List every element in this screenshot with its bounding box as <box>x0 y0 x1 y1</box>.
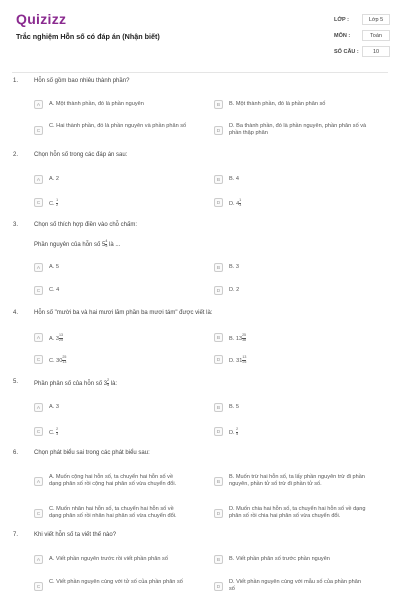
option-text <box>49 404 187 411</box>
option-text <box>229 474 367 488</box>
option-label: A. Viết phần nguyên trước rồi viết phần phân số <box>49 556 168 562</box>
option-text <box>49 287 187 294</box>
question-number: 4. <box>13 310 19 316</box>
option-text <box>49 176 187 183</box>
worksheet-header <box>0 0 400 72</box>
option-text <box>49 199 187 208</box>
option-text <box>229 356 367 365</box>
option-text <box>229 123 367 137</box>
option-letter-box[interactable]: B <box>214 555 223 564</box>
fraction <box>56 199 58 208</box>
option-letter-box[interactable]: D <box>214 427 223 436</box>
option-label: B. Một thành phần, đó là phần phân số <box>229 101 326 107</box>
option-label: B. 5 <box>229 404 239 410</box>
option-text <box>229 334 367 343</box>
option-letter-box[interactable]: A <box>34 263 43 272</box>
option-text <box>229 287 367 294</box>
question-number: 6. <box>13 450 19 456</box>
option-letter-box[interactable]: D <box>214 126 223 135</box>
option-letter-box[interactable]: D <box>214 198 223 207</box>
question-number: 7. <box>13 532 19 538</box>
option-text <box>229 264 367 271</box>
option-text <box>229 556 367 563</box>
option-letter-box[interactable]: A <box>34 477 43 486</box>
option-text <box>229 101 367 108</box>
option-text <box>229 506 367 520</box>
numerator: 1 <box>239 198 242 202</box>
denominator: 3 <box>56 431 59 436</box>
option-label: B. 3 <box>229 264 239 270</box>
option-label: D. Ba thành phần, đó là phần nguyên, phần phân số và phần thập phân <box>229 123 367 136</box>
numerator: 1 <box>56 198 59 202</box>
denominator: 5 <box>105 243 108 248</box>
option-text <box>49 264 187 271</box>
question-text-tail: là: <box>109 380 118 387</box>
option-label: D. 31 <box>229 357 243 364</box>
option-text <box>49 356 187 365</box>
option-letter-box[interactable]: D <box>214 509 223 518</box>
option-label: C. Hai thành phần, đó là phần nguyên và phần phân số <box>49 123 187 129</box>
option-letter-box[interactable]: C <box>34 126 43 135</box>
option-text <box>49 101 187 108</box>
option-letter-box[interactable]: B <box>214 403 223 412</box>
option-text <box>229 176 367 183</box>
option-letter-box[interactable]: A <box>34 175 43 184</box>
option-letter-box[interactable]: B <box>214 477 223 486</box>
option-text <box>229 579 367 593</box>
option-label: C. 30 <box>49 357 63 364</box>
question-number: 3. <box>13 222 19 228</box>
denominator: 13 <box>62 359 67 364</box>
option-letter-box[interactable]: C <box>34 355 43 364</box>
question-number: 5. <box>13 379 19 385</box>
option-label: D. Muốn chia hai hỗn số, ta chuyển hai hỗn số về dạng phân số rồi chia hai phân số vừa chuyển đổi. <box>229 506 366 519</box>
option-label: A. 3 <box>49 335 59 342</box>
option-letter-box[interactable]: B <box>214 263 223 272</box>
subtext-tail: là ... <box>107 241 121 248</box>
fraction <box>239 199 241 208</box>
option-letter-box[interactable]: B <box>214 175 223 184</box>
option-letter-box[interactable]: A <box>34 333 43 342</box>
fraction <box>242 334 246 343</box>
option-text <box>49 428 187 437</box>
denominator: 5 <box>107 382 110 387</box>
option-label: A. 5 <box>49 264 59 270</box>
numerator: 25 <box>242 333 247 337</box>
count-label: SỐ CÂU : <box>334 49 359 55</box>
question-text-main: Hỗn số "mười ba và hai mươi lăm phần ba mươi tám" được viết là: <box>34 310 213 316</box>
fraction <box>56 428 58 437</box>
numerator: 4 <box>105 239 108 243</box>
question-text-main: Chọn số thích hợp điền vào chỗ chấm: <box>34 222 137 228</box>
option-label: C. 4 <box>49 287 60 293</box>
option-text <box>49 506 187 520</box>
question-text <box>34 78 129 84</box>
question-text <box>34 450 150 456</box>
count-value: 10 <box>362 46 390 57</box>
option-text <box>49 556 187 563</box>
denominator: 25 <box>58 337 63 342</box>
option-letter-box[interactable]: A <box>34 555 43 564</box>
option-text <box>49 579 187 586</box>
question-subtext <box>34 240 120 249</box>
numerator: 2 <box>107 378 110 382</box>
option-letter-box[interactable]: C <box>34 198 43 207</box>
numerator: 25 <box>62 355 67 359</box>
option-text <box>229 199 367 208</box>
denominator: 5 <box>236 431 239 436</box>
option-label: C. Muốn nhân hai hỗn số, ta chuyển hai hỗn số về dạng phân số rồi nhân hai phân số vừa chuyển đổi. <box>49 506 177 519</box>
question-text <box>34 152 127 158</box>
page-title: Trắc nghiệm Hỗn số có đáp án (Nhận biết) <box>16 32 160 41</box>
numerator: 13 <box>242 355 247 359</box>
option-label: D. Viết phần nguyên cùng với mẫu số của phần phân số <box>229 579 362 592</box>
option-label: B. 4 <box>229 176 239 182</box>
option-label: C. Viết phần nguyên cùng với tử số của phần phân số <box>49 579 183 585</box>
option-text <box>229 428 367 437</box>
denominator: 2 <box>56 202 59 207</box>
option-letter-box[interactable]: D <box>214 582 223 591</box>
option-label: D. 2 <box>229 287 240 293</box>
question-text-main: Khi viết hỗn số ta viết thế nào? <box>34 532 117 538</box>
denominator: 25 <box>242 359 247 364</box>
denominator: 3 <box>239 202 242 207</box>
option-label: A. 2 <box>49 176 59 182</box>
denominator: 38 <box>242 337 247 342</box>
question-text <box>34 532 116 538</box>
option-letter-box[interactable]: C <box>34 582 43 591</box>
header-divider <box>12 72 388 73</box>
option-label: C. <box>49 200 57 207</box>
option-letter-box[interactable]: A <box>34 100 43 109</box>
subtext-main: Phần nguyên của hỗn số 5 <box>34 241 106 248</box>
option-letter-box[interactable]: C <box>34 509 43 518</box>
subject-label: MÔN : <box>334 33 351 39</box>
option-label: A. 3 <box>49 404 59 410</box>
option-letter-box[interactable]: A <box>34 403 43 412</box>
option-label: B. Muốn trừ hai hỗn số, ta lấy phần nguyên trừ đi phần nguyên, phần tử số trừ đi phần tử số. <box>229 474 365 487</box>
question-text <box>34 379 117 388</box>
subject-value: Toán <box>362 30 390 41</box>
fraction <box>62 356 66 365</box>
class-value: Lớp 5 <box>362 14 390 25</box>
question-text <box>34 222 137 228</box>
numerator: 2 <box>56 427 59 431</box>
option-text <box>49 474 187 488</box>
option-text <box>229 404 367 411</box>
fraction <box>59 334 63 343</box>
option-letter-box[interactable]: C <box>34 427 43 436</box>
question-number: 1. <box>13 78 19 84</box>
option-label: C. <box>49 429 57 436</box>
option-text <box>49 334 187 343</box>
numerator: 13 <box>58 333 63 337</box>
option-label: A. Một thành phần, đó là phần nguyên <box>49 101 144 107</box>
option-letter-box[interactable]: D <box>214 286 223 295</box>
option-label: B. 13 <box>229 335 243 342</box>
question-text-main: Chọn phát biểu sai trong các phát biểu sau: <box>34 450 150 456</box>
fraction <box>242 356 246 365</box>
option-letter-box[interactable]: B <box>214 333 223 342</box>
option-label: D. 4 <box>229 200 240 207</box>
option-label: B. Viết phần phân số trước phần nguyên <box>229 556 330 562</box>
option-text <box>49 123 187 130</box>
option-label: A. Muốn cộng hai hỗn số, ta chuyển hai hỗn số về dạng phân số rồi cộng hai phân số vừa chuyển đổi. <box>49 474 177 487</box>
question-text-main: Phần phân số của hỗn số 3 <box>34 380 108 387</box>
question-text-main: Hỗn số gồm bao nhiêu thành phần? <box>34 78 130 84</box>
option-letter-box[interactable]: C <box>34 286 43 295</box>
fraction <box>236 428 238 437</box>
option-letter-box[interactable]: B <box>214 100 223 109</box>
class-label: LỚP : <box>334 17 349 23</box>
question-text-main: Chọn hỗn số trong các đáp án sau: <box>34 152 128 158</box>
question-text <box>34 310 212 316</box>
quizizz-logo: Quizizz <box>16 11 67 27</box>
question-number: 2. <box>13 152 19 158</box>
numerator: 2 <box>236 427 239 431</box>
option-letter-box[interactable]: D <box>214 355 223 364</box>
option-label: D. <box>229 429 237 436</box>
